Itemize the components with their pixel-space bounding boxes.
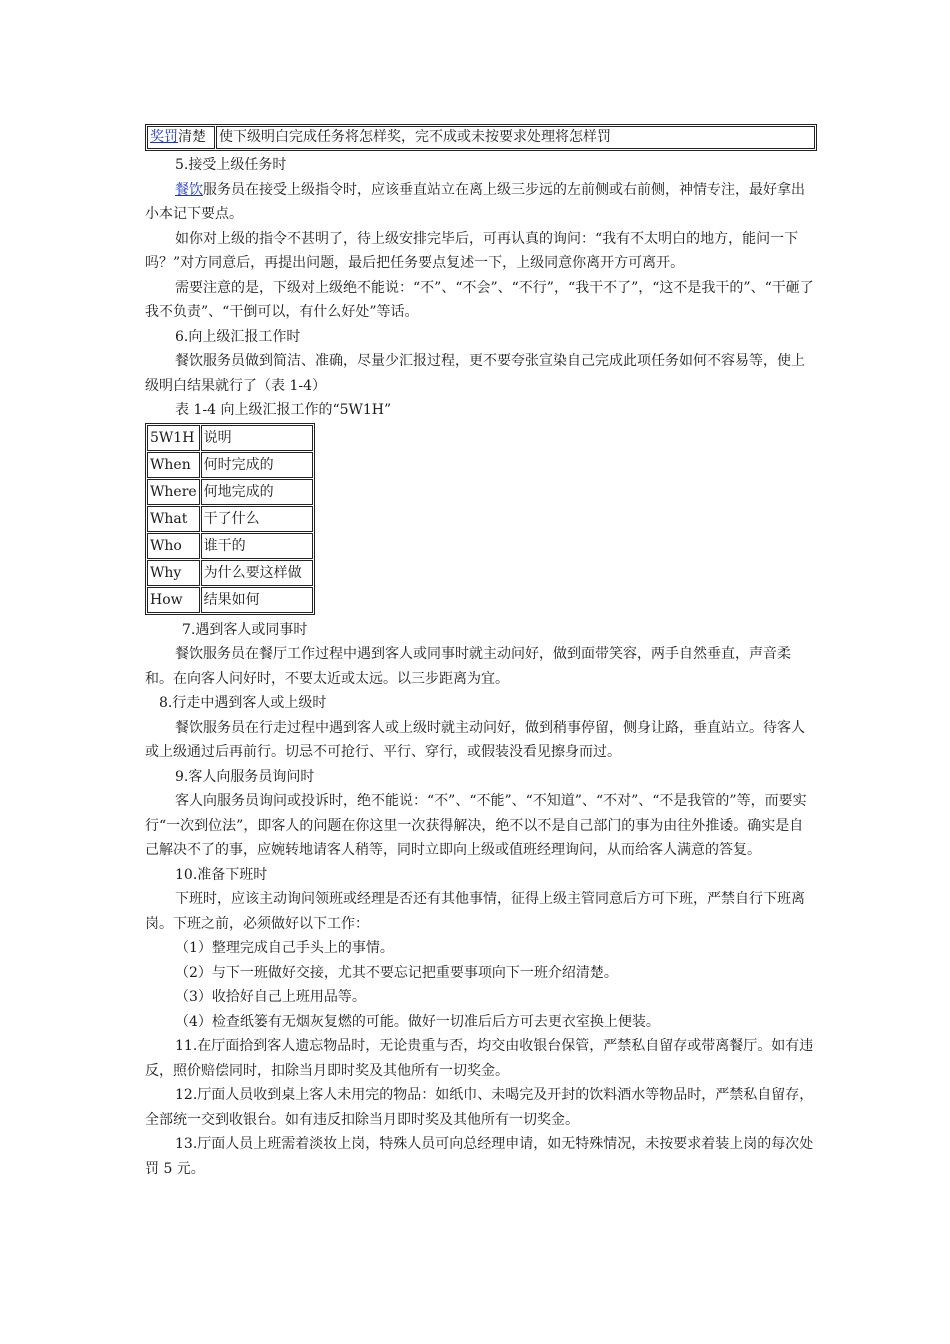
section-6-heading: 6.向上级汇报工作时 bbox=[175, 328, 301, 345]
table-cell: 为什么要这样做 bbox=[201, 560, 313, 586]
section-9-paragraph-1: 客人向服务员询问或投诉时，绝不能说：“不”、“不能”、“不知道”、“不对”、“不是我管的”等，而要实行“一次到位法”，即客人的问题在你这里一次获得解决，绝不以不是自己部门的事为由往外推诿。确实是自己解决不了的事，应婉转地请客人稍等，同时立即向上级或值班经理询问，从而给客人满意的答复。 bbox=[145, 793, 807, 858]
catering-link[interactable]: 餐饮 bbox=[175, 181, 203, 198]
document-page bbox=[145, 124, 817, 1181]
table-caption: 表 1-4 向上级汇报工作的“5W1H” bbox=[175, 402, 392, 418]
table-cell: 干了什么 bbox=[201, 506, 313, 532]
list-item: （4）检查纸篓有无烟灰复燃的可能。做好一切准后后方可去更衣室换上便装。 bbox=[175, 1013, 660, 1030]
table-cell: When bbox=[147, 452, 200, 478]
section-7-paragraph-1: 餐饮服务员在餐厅工作过程中遇到客人或同事时就主动问好，做到面带笑容，两手自然垂直，声音柔和。在向客人问好时，不要太近或太远。以三步距离为宜。 bbox=[145, 646, 791, 687]
section-12-paragraph: 12.厅面人员收到桌上客人未用完的物品：如纸巾、未喝完及开封的饮料酒水等物品时，严禁私自留存，全部统一交到收银台。如有违反扣除当月即时奖及其他所有一切奖金。 bbox=[145, 1087, 814, 1128]
section-10-heading: 10.准备下班时 bbox=[175, 866, 268, 883]
table-cell: 结果如何 bbox=[201, 587, 313, 613]
table-cell: 5W1H bbox=[147, 425, 200, 451]
table-cell: Why bbox=[147, 560, 200, 586]
section-5-paragraph-3: 需要注意的是，下级对上级绝不能说：“不”、“不会”、“不行”，“我干不了”，“这不是我干的”、“干砸了我不负责”、“干倒可以，有什么好处”等话。 bbox=[145, 279, 814, 320]
section-11-paragraph: 11.在厅面拾到客人遗忘物品时，无论贵重与否，均交由收银台保管，严禁私自留存或带离餐厅。如有违反，照价赔偿同时，扣除当月即时奖及其他所有一切奖金。 bbox=[145, 1038, 814, 1079]
term-suffix: 清楚 bbox=[178, 129, 206, 145]
table-row bbox=[147, 126, 815, 149]
table-cell-desc: 使下级明白完成任务将怎样奖，完不成或未按要求处理将怎样罚 bbox=[216, 126, 815, 149]
table-cell: 何时完成的 bbox=[201, 452, 313, 478]
table-row bbox=[147, 506, 313, 532]
reward-penalty-table bbox=[145, 124, 817, 151]
table-cell: 谁干的 bbox=[201, 533, 313, 559]
section-6-paragraph-1: 餐饮服务员做到简洁、准确，尽量少汇报过程，更不要夸张宣染自己完成此项任务如何不容易等，使上级明白结果就行了（表 1-4） bbox=[145, 353, 805, 394]
section-10-paragraph-1: 下班时，应该主动询问领班或经理是否还有其他事情，征得上级主管同意后方可下班，严禁自行下班离岗。下班之前，必须做好以下工作： bbox=[145, 891, 805, 932]
table-cell: 何地完成的 bbox=[201, 479, 313, 505]
section-9-heading: 9.客人向服务员询问时 bbox=[175, 768, 315, 785]
5w1h-table bbox=[145, 423, 315, 615]
section-13-paragraph: 13.厅面人员上班需着淡妆上岗，特殊人员可向总经理申请，如无特殊情况，未按要求着装上岗的每次处罚 5 元。 bbox=[145, 1136, 814, 1177]
table-cell: How bbox=[147, 587, 200, 613]
section-5-paragraph-1 bbox=[145, 178, 817, 227]
section-5-heading: 5.接受上级任务时 bbox=[175, 157, 287, 173]
table-row bbox=[147, 452, 313, 478]
table-row bbox=[147, 560, 313, 586]
paragraph-text: 服务员在接受上级指令时，应该垂直站立在离上级三步远的左前侧或右前侧，神情专注，最好拿出小本记下要点。 bbox=[145, 181, 805, 222]
list-item: （3）收拾好自己上班用品等。 bbox=[175, 989, 366, 1005]
table-cell: Where bbox=[147, 479, 200, 505]
table-cell: What bbox=[147, 506, 200, 532]
table-row bbox=[147, 425, 313, 451]
table-cell: Who bbox=[147, 533, 200, 559]
list-item: （2）与下一班做好交接，尤其不要忘记把重要事项向下一班介绍清楚。 bbox=[175, 964, 618, 981]
table-cell: 说明 bbox=[201, 425, 313, 451]
table-row bbox=[147, 533, 313, 559]
section-8-heading: 8.行走中遇到客人或上级时 bbox=[159, 695, 327, 711]
section-7-heading: 7.遇到客人或同事时 bbox=[182, 621, 308, 638]
section-8-paragraph-1: 餐饮服务员在行走过程中遇到客人或上级时就主动问好，做到稍事停留，侧身让路，垂直站立。待客人或上级通过后再前行。切忌不可抢行、平行、穿行，或假装没看见擦身而过。 bbox=[145, 719, 805, 760]
section-5-paragraph-2: 如你对上级的指令不甚明了，待上级安排完毕后，可再认真的询问：“我有不太明白的地方，能问一下吗？”对方同意后，再提出问题，最后把任务要点复述一下，上级同意你离开方可离开。 bbox=[145, 230, 799, 271]
table-cell-term bbox=[147, 126, 215, 149]
table-row bbox=[147, 587, 313, 613]
list-item: （1）整理完成自己手头上的事情。 bbox=[175, 940, 394, 956]
table-row bbox=[147, 479, 313, 505]
reward-penalty-link[interactable]: 奖罚 bbox=[150, 129, 178, 145]
